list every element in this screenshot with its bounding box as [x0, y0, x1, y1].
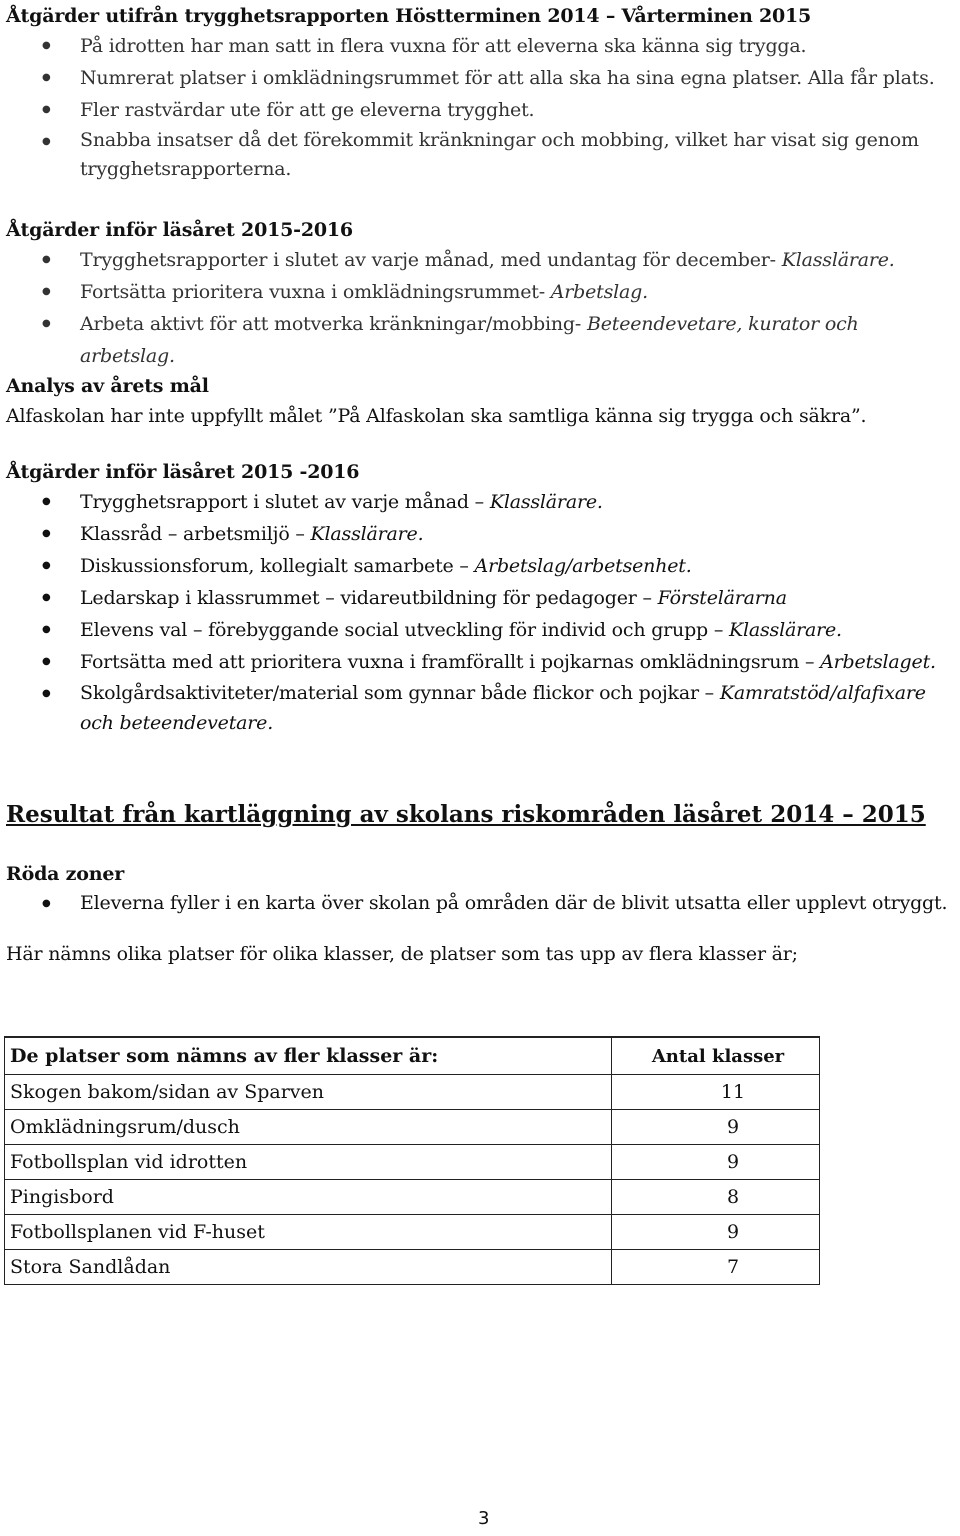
cell-count: 9: [612, 1110, 820, 1145]
list-item: [6, 486, 954, 518]
list-item: [6, 308, 954, 372]
header-place: De platser som nämns av fler klasser är:: [5, 1037, 612, 1075]
subheading: Röda zoner: [6, 863, 125, 885]
list-item: [6, 244, 954, 276]
section-risk-areas: [6, 800, 954, 968]
cell-count: 9: [612, 1215, 820, 1250]
item-text: Fortsätta prioritera vuxna i omklädningsrummet-: [80, 281, 551, 303]
list-item: [6, 678, 954, 738]
item-text: Trygghetsrapport i slutet av varje månad –: [80, 491, 490, 513]
bullet-list: [6, 244, 954, 372]
list-item: [6, 518, 954, 550]
item-responsible: Klasslärare.: [489, 491, 603, 513]
list-item: [6, 614, 954, 646]
table-header-row: [5, 1037, 820, 1075]
table-row: [5, 1180, 820, 1215]
item-responsible: Kamratstöd/alfafixare och beteendevetare.: [80, 682, 926, 734]
list-item: ● Eleverna fyller i en karta över skolan på områden där de blivit utsatta eller upplevt otryggt.: [6, 888, 954, 918]
bullet-list: [6, 30, 954, 184]
section-heading: Åtgärder utifrån trygghetsrapporten Höstterminen 2014 – Vårterminen 2015: [6, 5, 812, 27]
item-responsible: Beteendevetare, kurator och arbetslag.: [80, 313, 859, 367]
item-responsible: Klasslärare.: [310, 523, 424, 545]
list-item: [6, 550, 954, 582]
table-row: [5, 1110, 820, 1145]
list-item: [6, 582, 954, 614]
item-responsible: Förstelärarna: [657, 587, 787, 609]
page-number: 3: [478, 1508, 490, 1529]
cell-count: 11: [612, 1075, 820, 1110]
cell-count: 7: [612, 1250, 820, 1285]
cell-place: Skogen bakom/sidan av Sparven: [5, 1075, 612, 1110]
section-heading: Åtgärder inför läsåret 2015 -2016: [6, 461, 360, 483]
cell-place: Fotbollsplan vid idrotten: [5, 1145, 612, 1180]
section-analysis: [6, 372, 954, 430]
list-item: [6, 276, 954, 308]
section-heading: Resultat från kartläggning av skolans riskområden läsåret 2014 – 2015: [6, 801, 926, 828]
list-item: ● Fler rastvärdar ute för att ge eleverna trygghet.: [6, 94, 954, 126]
table-row: [5, 1075, 820, 1110]
list-item: [6, 646, 954, 678]
bullet-list: [6, 486, 954, 738]
cell-count: 8: [612, 1180, 820, 1215]
list-item: ● Numrerat platser i omklädningsrummet för att alla ska ha sina egna platser. Alla får plats.: [6, 62, 954, 94]
item-text: Arbeta aktivt för att motverka kränkningar/mobbing-: [80, 313, 587, 335]
risk-places-table: [4, 1036, 820, 1285]
item-responsible: Arbetslag.: [550, 281, 648, 303]
cell-place: Omklädningsrum/dusch: [5, 1110, 612, 1145]
header-count: Antal klasser: [612, 1037, 820, 1075]
section-actions-2015-2016-b: [6, 458, 954, 738]
table-row: [5, 1250, 820, 1285]
analysis-text: Alfaskolan har inte uppfyllt målet ”På Alfaskolan ska samtliga känna sig trygga och säkra”.: [6, 405, 867, 427]
intro-text: Här nämns olika platser för olika klasser, de platser som tas upp av flera klasser är;: [6, 943, 798, 965]
item-text: Trygghetsrapporter i slutet av varje månad, med undantag för december-: [80, 249, 782, 271]
cell-count: 9: [612, 1145, 820, 1180]
item-text: Skolgårdsaktiviteter/material som gynnar både flickor och pojkar –: [80, 682, 720, 704]
section-actions-2014-2015: [6, 2, 954, 184]
item-text: Diskussionsforum, kollegialt samarbete –: [80, 555, 475, 577]
cell-place: Fotbollsplanen vid F-huset: [5, 1215, 612, 1250]
cell-place: Stora Sandlådan: [5, 1250, 612, 1285]
cell-place: Pingisbord: [5, 1180, 612, 1215]
bullet-list: [6, 888, 954, 918]
section-actions-2015-2016: [6, 216, 954, 372]
item-text: Fortsätta med att prioritera vuxna i framförallt i pojkarnas omklädningsrum –: [80, 651, 821, 673]
list-item: ● På idrotten har man satt in flera vuxna för att eleverna ska känna sig trygga.: [6, 30, 954, 62]
table-row: [5, 1215, 820, 1250]
list-item: ● Snabba insatser då det förekommit kränkningar och mobbing, vilket har visat sig genom trygghetsrapporterna.: [6, 126, 954, 184]
item-responsible: Arbetslag/arbetsenhet.: [474, 555, 692, 577]
item-responsible: Arbetslaget.: [820, 651, 936, 673]
item-text: Ledarskap i klassrummet – vidareutbildning för pedagoger –: [80, 587, 658, 609]
section-heading: Åtgärder inför läsåret 2015-2016: [6, 219, 353, 241]
section-heading: Analys av årets mål: [6, 375, 209, 397]
item-text: Klassråd – arbetsmiljö –: [80, 523, 311, 545]
item-responsible: Klasslärare.: [781, 249, 895, 271]
item-text: Elevens val – förebyggande social utveckling för individ och grupp –: [80, 619, 729, 641]
table-row: [5, 1145, 820, 1180]
item-responsible: Klasslärare.: [729, 619, 842, 641]
